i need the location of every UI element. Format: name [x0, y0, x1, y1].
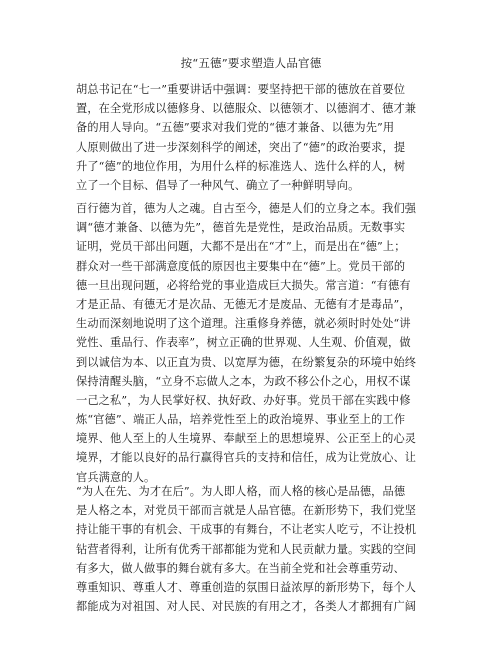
text-line: 钻营者得利，让所有优秀干部都能为党和人民贡献力量。实践的空间 — [76, 542, 417, 556]
text-line: 备的用人导向。“五德”要求对我们党的“德才兼备、以德为先”用 — [76, 121, 395, 135]
text-line: 生动而深刻地说明了这个道理。注重修身养德，就必须时时处处“讲 — [76, 317, 411, 331]
text-line: 胡总书记在“七一”重要讲话中强调：要坚持把干部的德放在首要位 — [76, 83, 406, 96]
text-line: 境界、他人至上的人生境界、奉献至上的思想境界、公正至上的心灵 — [76, 432, 417, 446]
text-line: “为人在先、为才在后”。为人即人格，而人格的核心是品德，品德 — [76, 485, 406, 498]
text-line: 到以诚信为本、以正直为贵、以宽厚为德，在纷繁复杂的环境中始终 — [76, 355, 417, 369]
text-line: 有多大，做人做事的舞台就有多大。在当前全党和社会尊重劳动、 — [76, 561, 405, 575]
text-line: 德一旦出现问题，必将给党的事业造成巨大损失。常言道：“有德有 — [76, 278, 411, 292]
document-title: 按“五德”要求塑造人品官德 — [180, 56, 322, 70]
text-line: 百行德为首，德为人之魂。自古至今，德是人们的立身之本。我们强 — [76, 202, 417, 215]
text-line: 立了一个目标、倡导了一种风气、确立了一种鲜明导向。 — [76, 178, 360, 192]
text-line: 才是正品、有德无才是次品、无德无才是废品、无德有才是毒品”， — [76, 297, 411, 311]
text-line: 尊重知识、尊重人才、尊重创造的氛围日益浓厚的新形势下，每个人 — [76, 580, 417, 594]
text-line: 都能成为对祖国、对人民、对民族的有用之才，各类人才都拥有广阔 — [76, 600, 417, 614]
text-line: 调“德才兼备、以德为先”，德首先是党性，是政治品质。无数事实 — [76, 221, 406, 235]
paragraph-3 — [76, 482, 436, 616]
text-line: 一己之私”，为人民掌好权、执好政、办好事。党员干部在实践中修 — [76, 393, 411, 407]
text-line: 炼“官德”、端正人品，培养党性至上的政治境界、事业至上的工作 — [76, 413, 406, 427]
text-line: 升了“德”的地位作用，为用什么样的标准选人、选什么样的人，树 — [76, 159, 406, 173]
text-line: 置，在全党形成以德修身、以德服众、以德领才、以德润才、德才兼 — [76, 102, 417, 116]
paragraph-1 — [76, 80, 436, 195]
paragraph-2 — [76, 199, 436, 487]
text-line: 官兵满意的人。 — [76, 470, 156, 484]
text-line: 群众对一些干部满意度低的原因也主要集中在“德”上。党员干部的 — [76, 259, 406, 273]
text-line: 人原则做出了进一步深刻科学的阐述，突出了“德”的政治要求，提 — [76, 140, 406, 154]
text-line: 党性、重品行、作表率”，树立正确的世界观、人生观、价值观，做 — [76, 336, 411, 350]
text-line: 保持清醒头脑，“立身不忘做人之本，为政不移公仆之心，用权不谋 — [76, 374, 411, 388]
text-line: 持让能干事的有机会、干成事的有舞台，不让老实人吃亏，不让投机 — [76, 523, 417, 537]
text-line: 境界，才能以良好的品行赢得官兵的支持和信任，成为让党放心、让 — [76, 451, 417, 465]
text-line: 证明，党员干部出问题，大都不是出在“才”上，而是出在“德”上； — [76, 240, 406, 254]
text-line: 是人格之本，对党员干部而言就是人品官德。在新形势下，我们党坚 — [76, 504, 417, 518]
